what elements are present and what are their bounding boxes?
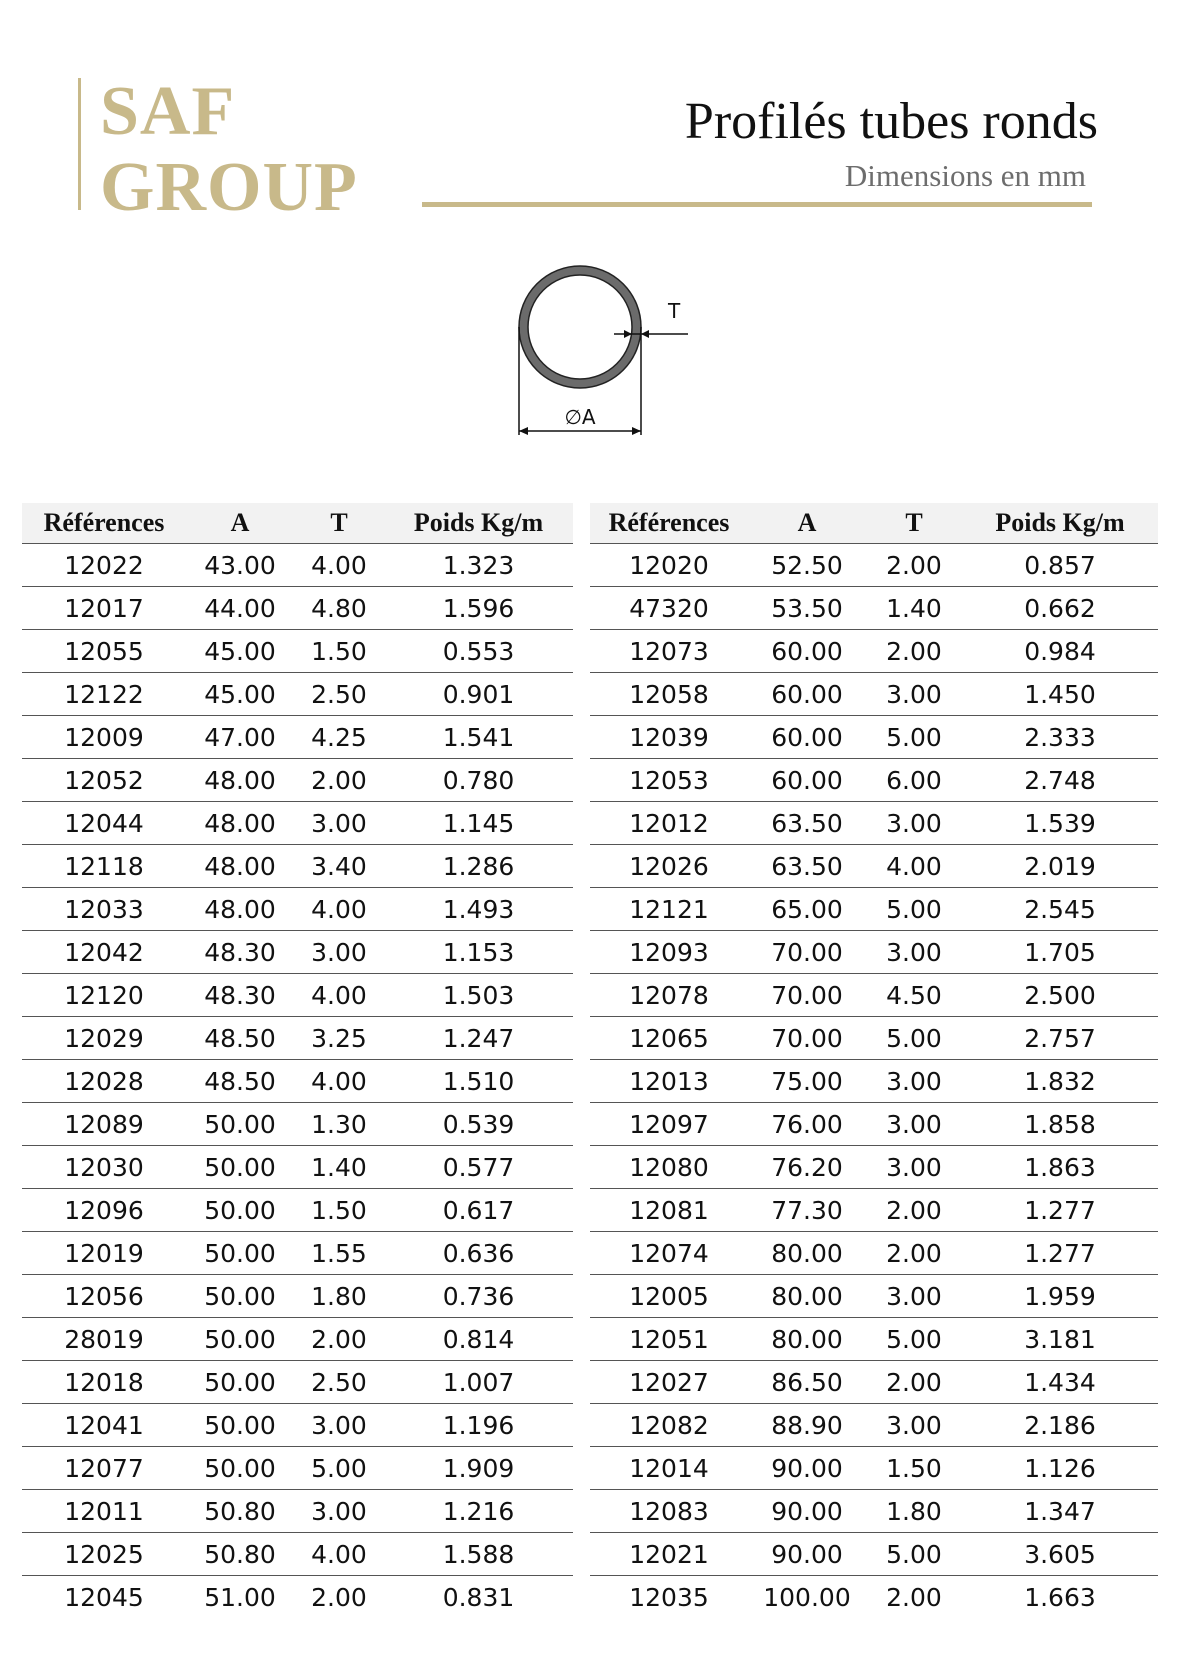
cell-reference: 12018 — [22, 1361, 186, 1404]
cell-reference: 12022 — [22, 544, 186, 587]
cell-a: 86.50 — [748, 1361, 866, 1404]
cell-t: 3.00 — [866, 1146, 962, 1189]
cell-reference: 12121 — [590, 888, 748, 931]
cell-reference: 12027 — [590, 1361, 748, 1404]
cell-poids: 2.545 — [962, 888, 1158, 931]
table-header-row — [590, 503, 1158, 544]
cell-a: 90.00 — [748, 1490, 866, 1533]
logo-bar — [78, 78, 81, 210]
cell-poids: 1.510 — [384, 1060, 573, 1103]
cell-t: 1.40 — [866, 587, 962, 630]
cell-t: 6.00 — [866, 759, 962, 802]
cell-t: 1.55 — [294, 1232, 384, 1275]
cell-t: 3.00 — [866, 802, 962, 845]
table-row — [22, 1318, 573, 1361]
cell-reference: 12033 — [22, 888, 186, 931]
cell-t: 4.00 — [294, 888, 384, 931]
cell-poids: 1.832 — [962, 1060, 1158, 1103]
diameter-arrowhead-left — [519, 427, 528, 435]
cell-t: 3.00 — [294, 1490, 384, 1533]
table-row — [22, 1447, 573, 1490]
cell-reference: 12029 — [22, 1017, 186, 1060]
cell-t: 4.00 — [294, 1060, 384, 1103]
col-header-references: Références — [590, 503, 748, 544]
cell-poids: 0.539 — [384, 1103, 573, 1146]
table-row — [590, 845, 1158, 888]
cell-reference: 12013 — [590, 1060, 748, 1103]
cell-reference: 12044 — [22, 802, 186, 845]
cell-poids: 2.757 — [962, 1017, 1158, 1060]
cell-a: 80.00 — [748, 1275, 866, 1318]
cell-a: 48.30 — [186, 931, 294, 974]
cell-a: 51.00 — [204, 1582, 276, 1612]
cell-t: 5.00 — [866, 1318, 962, 1361]
cell-poids: 3.605 — [962, 1533, 1158, 1576]
cell-poids: 1.705 — [962, 931, 1158, 974]
cell-poids: 1.863 — [962, 1146, 1158, 1189]
cell-reference: 12065 — [590, 1017, 748, 1060]
cell-t: 3.00 — [294, 931, 384, 974]
cell-reference: 12012 — [590, 802, 748, 845]
cell-reference: 12011 — [22, 1490, 186, 1533]
table-row — [22, 1189, 573, 1232]
diameter-arrowhead-right — [632, 427, 641, 435]
logo-line-1: SAF — [100, 73, 236, 150]
cell-t: 1.50 — [866, 1447, 962, 1490]
cell-poids: 1.277 — [962, 1189, 1158, 1232]
cell-t: 2.00 — [886, 1582, 942, 1612]
cell-t: 2.00 — [866, 1189, 962, 1232]
cell-t: 2.00 — [866, 1232, 962, 1275]
cell-a: 50.00 — [186, 1404, 294, 1447]
cell-a: 50.00 — [186, 1189, 294, 1232]
cell-a: 50.00 — [186, 1275, 294, 1318]
cell-a: 63.50 — [748, 802, 866, 845]
cell-poids: 0.814 — [384, 1318, 573, 1361]
cell-poids: 1.007 — [384, 1361, 573, 1404]
table-row — [22, 716, 573, 759]
cell-a: 48.30 — [186, 974, 294, 1017]
table-row — [590, 673, 1158, 716]
cell-t: 4.00 — [294, 1533, 384, 1576]
cell-reference: 12025 — [22, 1533, 186, 1576]
table-row — [22, 1146, 573, 1189]
cell-poids: 1.216 — [384, 1490, 573, 1533]
cell-t: 3.40 — [294, 845, 384, 888]
cell-reference: 12026 — [590, 845, 748, 888]
cell-poids: 1.347 — [962, 1490, 1158, 1533]
tube-inner — [528, 275, 632, 379]
cell-reference: 12052 — [22, 759, 186, 802]
cell-poids: 1.588 — [384, 1533, 573, 1576]
cell-a: 80.00 — [748, 1232, 866, 1275]
table-body-left — [22, 544, 573, 1619]
table-row — [22, 931, 573, 974]
cell-poids: 0.736 — [384, 1275, 573, 1318]
cell-t: 5.00 — [866, 888, 962, 931]
cell-a: 44.00 — [186, 587, 294, 630]
table-row — [22, 673, 573, 716]
table-row — [590, 1318, 1158, 1361]
table-row — [22, 1103, 573, 1146]
table-row — [22, 1060, 573, 1103]
col-header-poids: Poids Kg/m — [962, 503, 1158, 544]
cell-poids: 2.500 — [962, 974, 1158, 1017]
cell-t: 1.50 — [294, 630, 384, 673]
cell-a: 43.00 — [186, 544, 294, 587]
cell-reference: 12020 — [590, 544, 748, 587]
cell-poids: 1.909 — [384, 1447, 573, 1490]
cell-poids: 2.748 — [962, 759, 1158, 802]
cell-poids: 1.196 — [384, 1404, 573, 1447]
table-row — [590, 1576, 1158, 1619]
cell-t: 2.00 — [311, 1582, 367, 1612]
cell-poids: 2.186 — [962, 1404, 1158, 1447]
cell-a: 50.00 — [186, 1318, 294, 1361]
cell-a: 47.00 — [186, 716, 294, 759]
table-row — [22, 1404, 573, 1447]
cell-a: 60.00 — [748, 630, 866, 673]
cell-t: 1.40 — [294, 1146, 384, 1189]
cell-a: 48.00 — [186, 888, 294, 931]
cell-a: 48.50 — [186, 1017, 294, 1060]
table-row — [590, 630, 1158, 673]
cell-poids: 1.663 — [1024, 1582, 1096, 1612]
page-subtitle: Dimensions en mm — [844, 158, 1086, 193]
table-header-row — [22, 503, 573, 544]
cell-t: 3.00 — [866, 673, 962, 716]
table-row — [22, 845, 573, 888]
cell-t: 3.25 — [294, 1017, 384, 1060]
cell-reference: 12078 — [590, 974, 748, 1017]
cell-reference: 12056 — [22, 1275, 186, 1318]
cell-t: 5.00 — [866, 1533, 962, 1576]
cell-reference: 12017 — [22, 587, 186, 630]
cell-reference: 12030 — [22, 1146, 186, 1189]
cell-reference: 12077 — [22, 1447, 186, 1490]
logo-line-2: GROUP — [100, 149, 358, 226]
cell-a: 60.00 — [748, 673, 866, 716]
cell-poids: 0.617 — [384, 1189, 573, 1232]
cell-reference: 12080 — [590, 1146, 748, 1189]
cell-a: 48.00 — [186, 845, 294, 888]
cell-t: 2.00 — [866, 544, 962, 587]
table-body-right — [590, 544, 1158, 1619]
col-header-t: T — [294, 503, 384, 544]
cell-reference: 12051 — [590, 1318, 748, 1361]
logo-wordmark — [100, 74, 358, 226]
cell-reference: 12045 — [64, 1582, 144, 1612]
thickness-arrowhead-right — [641, 330, 649, 338]
cell-poids: 1.503 — [384, 974, 573, 1017]
table-row — [590, 544, 1158, 587]
cell-a: 50.00 — [186, 1103, 294, 1146]
cell-poids: 0.857 — [962, 544, 1158, 587]
cell-poids: 1.539 — [962, 802, 1158, 845]
table-row — [22, 1017, 573, 1060]
table-row — [590, 1361, 1158, 1404]
cell-t: 3.00 — [866, 1275, 962, 1318]
table-row — [590, 1017, 1158, 1060]
cell-t: 4.25 — [294, 716, 384, 759]
page-title: Profilés tubes ronds — [684, 93, 1098, 150]
diameter-label: ∅A — [564, 405, 596, 429]
cell-a: 53.50 — [748, 587, 866, 630]
table-row — [590, 1490, 1158, 1533]
table-row — [590, 1103, 1158, 1146]
cell-a: 90.00 — [748, 1447, 866, 1490]
cell-reference: 12093 — [590, 931, 748, 974]
cell-a: 52.50 — [748, 544, 866, 587]
cell-t: 1.50 — [294, 1189, 384, 1232]
table-row — [590, 587, 1158, 630]
table-row — [590, 802, 1158, 845]
cell-reference: 12005 — [590, 1275, 748, 1318]
table-row — [590, 1146, 1158, 1189]
cell-poids: 1.450 — [962, 673, 1158, 716]
cell-reference: 12019 — [22, 1232, 186, 1275]
cell-reference: 12055 — [22, 630, 186, 673]
cell-t: 3.00 — [866, 1103, 962, 1146]
cell-t: 2.00 — [866, 1361, 962, 1404]
cell-a: 100.00 — [763, 1582, 851, 1612]
cell-poids: 2.019 — [962, 845, 1158, 888]
table-row — [590, 974, 1158, 1017]
cell-reference: 12083 — [590, 1490, 748, 1533]
cell-t: 2.00 — [294, 1318, 384, 1361]
cell-poids: 0.662 — [962, 587, 1158, 630]
cell-a: 50.00 — [186, 1232, 294, 1275]
tubes-table-left — [22, 503, 573, 1618]
cell-a: 48.00 — [186, 759, 294, 802]
cell-reference: 12014 — [590, 1447, 748, 1490]
table-row — [22, 1490, 573, 1533]
cell-t: 3.00 — [866, 931, 962, 974]
cell-t: 3.00 — [294, 1404, 384, 1447]
col-header-t: T — [866, 503, 962, 544]
cell-t: 2.50 — [294, 1361, 384, 1404]
cell-poids: 1.959 — [962, 1275, 1158, 1318]
cell-t: 4.00 — [866, 845, 962, 888]
cell-reference: 12122 — [22, 673, 186, 716]
cell-reference: 12074 — [590, 1232, 748, 1275]
cell-poids: 3.181 — [962, 1318, 1158, 1361]
table-row — [22, 1275, 573, 1318]
col-header-a: A — [186, 503, 294, 544]
cell-reference: 28019 — [22, 1318, 186, 1361]
cell-a: 60.00 — [748, 759, 866, 802]
cell-a: 50.80 — [186, 1533, 294, 1576]
cell-a: 90.00 — [748, 1533, 866, 1576]
cell-t: 3.00 — [866, 1060, 962, 1103]
cell-poids: 1.247 — [384, 1017, 573, 1060]
table-row — [590, 888, 1158, 931]
table-row — [22, 1576, 573, 1619]
cell-t: 5.00 — [866, 716, 962, 759]
table-row — [22, 630, 573, 673]
cell-poids: 1.541 — [384, 716, 573, 759]
title-underline — [422, 202, 1092, 207]
cell-poids: 0.577 — [384, 1146, 573, 1189]
cell-poids: 0.553 — [384, 630, 573, 673]
cell-poids: 1.277 — [962, 1232, 1158, 1275]
cell-poids: 1.323 — [384, 544, 573, 587]
table-row — [22, 1361, 573, 1404]
thickness-label: T — [668, 299, 681, 323]
cell-a: 80.00 — [748, 1318, 866, 1361]
cell-poids: 0.901 — [384, 673, 573, 716]
cell-a: 50.80 — [186, 1490, 294, 1533]
cell-poids: 1.145 — [384, 802, 573, 845]
cell-a: 70.00 — [748, 974, 866, 1017]
table-row — [22, 802, 573, 845]
cell-reference: 47320 — [590, 587, 748, 630]
table-row — [590, 1232, 1158, 1275]
col-header-references: Références — [22, 503, 186, 544]
cell-a: 75.00 — [748, 1060, 866, 1103]
cell-poids: 1.858 — [962, 1103, 1158, 1146]
cell-t: 3.00 — [294, 802, 384, 845]
cell-a: 48.00 — [186, 802, 294, 845]
cell-reference: 12081 — [590, 1189, 748, 1232]
cell-a: 60.00 — [748, 716, 866, 759]
cell-t: 1.30 — [294, 1103, 384, 1146]
cell-reference: 12096 — [22, 1189, 186, 1232]
cell-t: 1.80 — [294, 1275, 384, 1318]
cell-reference: 12097 — [590, 1103, 748, 1146]
cell-poids: 0.984 — [962, 630, 1158, 673]
cell-poids: 1.126 — [962, 1447, 1158, 1490]
table-row — [590, 1533, 1158, 1576]
table-row — [590, 759, 1158, 802]
cell-reference: 12035 — [629, 1582, 709, 1612]
cell-a: 50.00 — [186, 1447, 294, 1490]
cell-poids: 2.333 — [962, 716, 1158, 759]
cell-a: 45.00 — [186, 673, 294, 716]
table-row — [590, 1189, 1158, 1232]
cell-poids: 1.596 — [384, 587, 573, 630]
table-row — [22, 587, 573, 630]
cell-t: 1.80 — [866, 1490, 962, 1533]
cell-a: 70.00 — [748, 931, 866, 974]
cell-poids: 1.153 — [384, 931, 573, 974]
cell-a: 50.00 — [186, 1361, 294, 1404]
cell-reference: 12082 — [590, 1404, 748, 1447]
saf-group-logo — [78, 73, 378, 226]
cell-reference: 12118 — [22, 845, 186, 888]
cell-poids: 0.831 — [442, 1582, 515, 1612]
cell-a: 63.50 — [748, 845, 866, 888]
cell-a: 45.00 — [186, 630, 294, 673]
cell-reference: 12039 — [590, 716, 748, 759]
cell-poids: 0.780 — [384, 759, 573, 802]
table-row — [22, 974, 573, 1017]
col-header-a: A — [748, 503, 866, 544]
cell-a: 70.00 — [748, 1017, 866, 1060]
cell-a: 50.00 — [186, 1146, 294, 1189]
table-row — [590, 1447, 1158, 1490]
cell-a: 76.20 — [748, 1146, 866, 1189]
cell-reference: 12021 — [590, 1533, 748, 1576]
table-row — [590, 1404, 1158, 1447]
table-row — [590, 931, 1158, 974]
table-row — [22, 1232, 573, 1275]
table-row — [590, 1275, 1158, 1318]
table-row — [590, 716, 1158, 759]
cell-t: 2.50 — [294, 673, 384, 716]
cell-t: 4.00 — [294, 544, 384, 587]
tubes-table-right — [590, 503, 1158, 1618]
cell-reference: 12009 — [22, 716, 186, 759]
cell-t: 4.00 — [294, 974, 384, 1017]
cell-a: 76.00 — [748, 1103, 866, 1146]
table-row — [22, 544, 573, 587]
cell-a: 88.90 — [748, 1404, 866, 1447]
col-header-poids: Poids Kg/m — [384, 503, 573, 544]
cell-reference: 12042 — [22, 931, 186, 974]
cell-a: 77.30 — [748, 1189, 866, 1232]
table-row — [22, 759, 573, 802]
cell-reference: 12073 — [590, 630, 748, 673]
cell-t: 4.50 — [866, 974, 962, 1017]
cell-a: 48.50 — [186, 1060, 294, 1103]
cell-poids: 1.493 — [384, 888, 573, 931]
cell-t: 5.00 — [294, 1447, 384, 1490]
cell-t: 2.00 — [866, 630, 962, 673]
table-row — [22, 1533, 573, 1576]
cell-t: 2.00 — [294, 759, 384, 802]
cell-reference: 12041 — [22, 1404, 186, 1447]
table-row — [22, 888, 573, 931]
cell-poids: 0.636 — [384, 1232, 573, 1275]
cell-reference: 12058 — [590, 673, 748, 716]
table-row — [590, 1060, 1158, 1103]
cell-t: 3.00 — [866, 1404, 962, 1447]
cell-t: 5.00 — [866, 1017, 962, 1060]
cell-a: 65.00 — [748, 888, 866, 931]
cell-reference: 12089 — [22, 1103, 186, 1146]
cell-poids: 1.434 — [962, 1361, 1158, 1404]
cell-reference: 12053 — [590, 759, 748, 802]
round-tube-diagram — [510, 255, 730, 455]
cell-t: 4.80 — [294, 587, 384, 630]
cell-reference: 12120 — [22, 974, 186, 1017]
cell-reference: 12028 — [22, 1060, 186, 1103]
cell-poids: 1.286 — [384, 845, 573, 888]
